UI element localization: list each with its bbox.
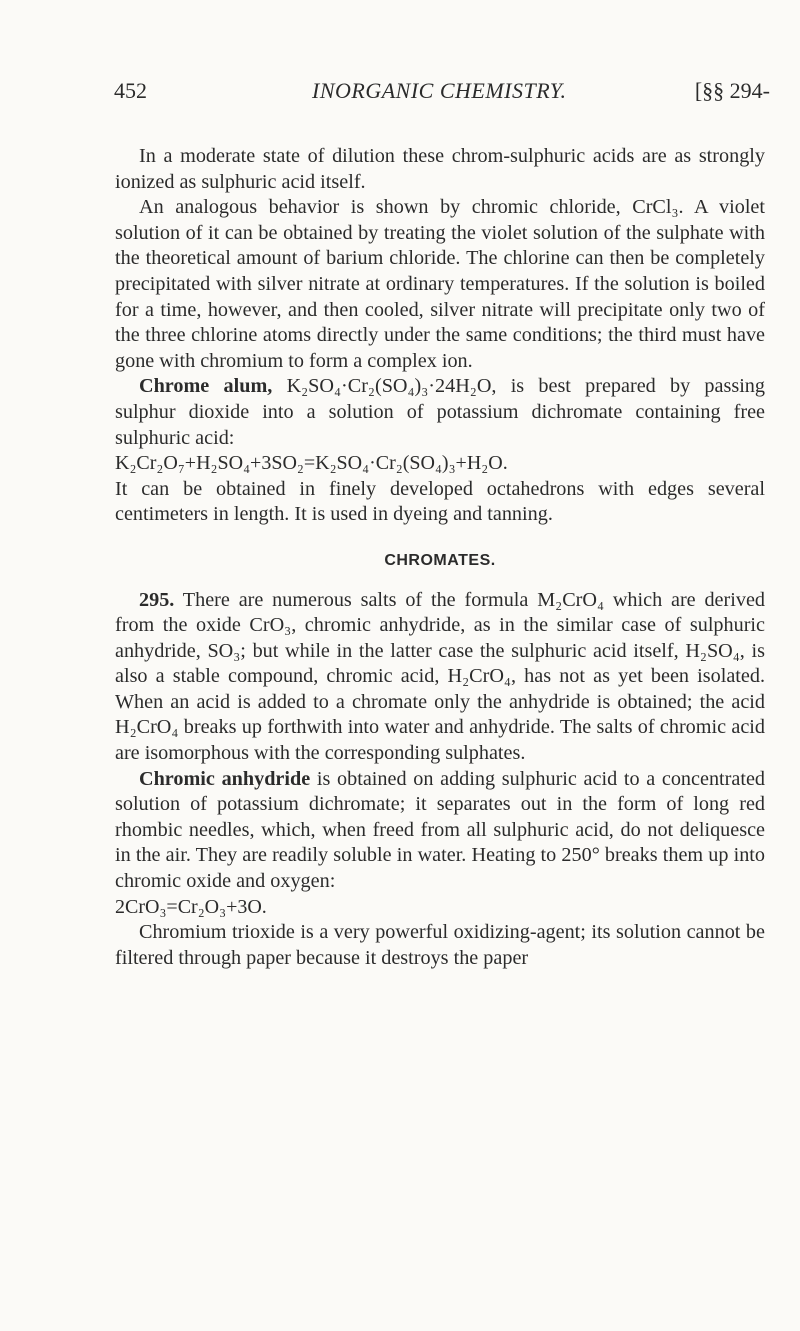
term-chromic-anhydride: Chromic anhydride (139, 767, 311, 790)
page-number: 452 (114, 78, 147, 103)
paragraph-ionization: In a moderate state of dilution these chrom-sulphuric acids are as strongly ionized as sulphuric acid itself. (115, 145, 765, 193)
paragraph-chrome-alum (115, 374, 765, 451)
paragraph-trioxide: Chromium trioxide is a very powerful oxidizing-agent; its solution cannot be filtered through paper because it destroys the paper (115, 921, 765, 969)
paragraph-chromic-anhydride (115, 767, 765, 895)
page-body (115, 144, 765, 971)
running-title: INORGANIC CHEMISTRY. (312, 78, 567, 103)
chromic-anhydride-text: is obtained on adding sulphuric acid to a concentrated solution of potassium dichromate; it separates out in the form of long red rhombic needles, which, when freed from all sulphuric acid, do not deliquesce in the air. They are readily soluble in water. Heating to 250° breaks them up into chromic oxide and oxygen: (115, 767, 765, 893)
equation-chrome-alum: K₂Cr₂O₇+H₂SO₄+3SO₂=K₂SO₄·Cr₂(SO₄)₃+H₂O. (115, 452, 508, 475)
section-heading: CHROMATES. (384, 551, 496, 569)
paragraph-octahedrons: It can be obtained in finely developed octahedrons with edges several centimeters in length. It is used in dyeing and tanning. (115, 477, 765, 526)
page-header (0, 78, 800, 110)
chromates-text: There are numerous salts of the formula M₂CrO₄ which are derived from the oxide CrO₃, chromic anhydride, as in the similar case of sulphuric anhydride, SO₃; but while in the latter case the sulphuric acid itself, H₂SO₄, is also a stable compound, chromic acid, H₂CrO₄, has not as yet been isolated. When an acid is added to a chromate only the anhydride is obtained; the acid H₂CrO₄ breaks up forthwith into water and anhydride. The salts of chromic acid are isomorphous with the corresponding sulphates. (115, 588, 765, 765)
equation-decomposition: 2CrO₃=Cr₂O₃+3O. (115, 895, 267, 918)
term-chrome-alum: Chrome alum, (139, 375, 273, 398)
section-number: 295. (139, 588, 175, 611)
chrome-alum-text: K₂SO₄·Cr₂(SO₄)₃·24H₂O, is best prepared by passing sulphur dioxide into a solution of potassium dichromate containing free sulphuric acid: (115, 375, 765, 449)
paragraph-chromic-chloride: An analogous behavior is shown by chromic chloride, CrCl₃. A violet solution of it can be obtained by treating the violet solution of the sulphate with the theoretical amount of barium chloride. The chlorine can then be completely precipitated with silver nitrate at ordinary temperatures. If the solution is boiled for a time, however, and then cooled, silver nitrate will precipitate only two of the three chlorine atoms directly under the same conditions; the third must have gone with chromium to form a complex ion. (115, 196, 765, 372)
section-reference: [§§ 294- (694, 78, 770, 103)
paragraph-chromates (115, 588, 765, 767)
